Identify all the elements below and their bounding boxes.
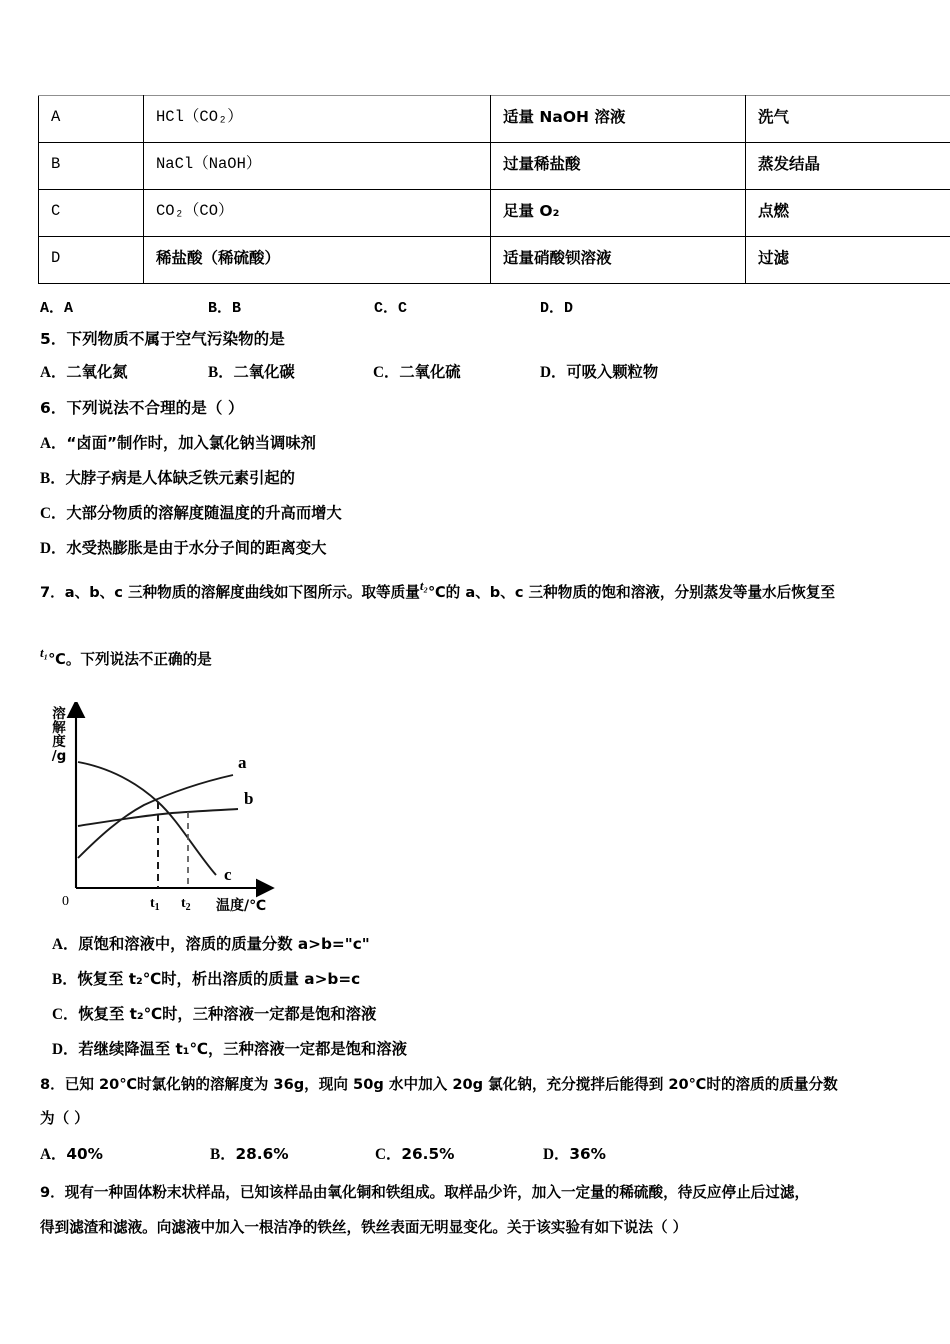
q6-option-d	[40, 536, 326, 558]
q6-option-a	[40, 431, 316, 453]
q5-option-c-label: C．	[373, 364, 400, 381]
q7-option-a-text: 原饱和溶液中，溶质的质量分数 a>b="c"	[78, 935, 370, 953]
chart-xtick-t1: $t_1$	[150, 896, 160, 913]
table-body	[39, 96, 950, 284]
q6-option-b	[40, 466, 295, 488]
q4-option-b-text: B	[232, 300, 242, 317]
chart-svg	[48, 702, 298, 917]
q5-option-c	[373, 360, 461, 382]
q7-option-c-text: 恢复至 t₂℃时，三种溶液一定都是饱和溶液	[78, 1005, 377, 1023]
question-8-stem-line2: 为（ ）	[40, 1110, 89, 1127]
chart-xtick-t2: $t_2$	[181, 896, 191, 913]
q7-option-a-label: A．	[52, 936, 79, 953]
q6-option-c-text: 大部分物质的溶解度随温度的升高而增大	[66, 504, 342, 522]
question-7-stem-part1: 7．a、b、c 三种物质的溶解度曲线如下图所示。取等质量	[40, 584, 420, 602]
y-axis-char-3: /g	[51, 747, 67, 764]
chart-x-axis-label: 温度/℃	[216, 898, 267, 914]
cell-reagent: 适量硝酸钡溶液	[491, 237, 746, 284]
chart-curve-a	[78, 775, 233, 858]
question-7-stem-line1	[40, 578, 835, 602]
q7-option-c-label: C．	[52, 1006, 79, 1023]
q6-option-a-text: “卤面”制作时，加入氯化钠当调味剂	[66, 434, 316, 452]
q5-option-d	[540, 360, 658, 382]
q6-option-b-label: B．	[40, 470, 66, 487]
question-8-stem-line1: 8．已知 20℃时氯化钠的溶解度为 36g，现向 50g 水中加入 20g 氯化钠，充分搅拌后能得到 20℃时的溶质的质量分数	[40, 1076, 838, 1093]
cell-reagent: 适量 NaOH 溶液	[491, 96, 746, 143]
q7-option-d	[52, 1037, 407, 1059]
cell-method: 过滤	[746, 237, 950, 284]
q5-option-d-text: 可吸入颗粒物	[566, 363, 659, 381]
question-9-stem-line1: 9．现有一种固体粉末状样品，已知该样品由氧化铜和铁组成。取样品少许，加入一定量的稀硫酸，待反应停止后过滤，	[40, 1184, 810, 1201]
q4-option-a-text: A	[64, 300, 74, 317]
question-5-stem: 5．下列物质不属于空气污染物的是	[40, 330, 285, 348]
q4-option-d-label: D．	[540, 300, 565, 317]
q7-option-d-text: 若继续降温至 t₁℃，三种溶液一定都是饱和溶液	[78, 1040, 407, 1058]
q4-option-a-label: A．	[40, 300, 65, 317]
q5-option-a-text: 二氧化氮	[66, 363, 128, 381]
chart-curve-c	[78, 762, 216, 875]
cell-option-key: B	[39, 143, 144, 190]
q5-option-a-label: A．	[40, 364, 67, 381]
cell-reagent: 过量稀盐酸	[491, 143, 746, 190]
q6-option-d-label: D．	[40, 540, 67, 557]
q4-option-b-label: B．	[208, 300, 233, 317]
cell-method: 蒸发结晶	[746, 143, 950, 190]
q8-option-b-label: B．	[210, 1146, 236, 1163]
q6-option-b-text: 大脖子病是人体缺乏铁元素引起的	[65, 469, 295, 487]
q4-option-d	[540, 296, 573, 317]
cell-substance: CO₂（CO）	[144, 190, 491, 237]
q7-option-b-label: B．	[52, 971, 78, 988]
question-7-temp-t2: t₂	[419, 578, 428, 593]
q5-option-d-label: D．	[540, 364, 567, 381]
question-7-temp-t1: t₁	[40, 645, 49, 660]
q8-option-d-text: 36%	[569, 1145, 606, 1163]
cell-method: 洗气	[746, 96, 950, 143]
q8-option-a-text: 40%	[66, 1145, 103, 1163]
q8-option-c-label: C．	[375, 1146, 402, 1163]
cell-option-key: C	[39, 190, 144, 237]
q8-option-c	[375, 1142, 454, 1164]
cell-substance: NaCl（NaOH）	[144, 143, 491, 190]
q7-option-b-text: 恢复至 t₂℃时，析出溶质的质量 a>b=c	[77, 970, 361, 988]
cell-option-key: A	[39, 96, 144, 143]
cell-reagent: 足量 O₂	[491, 190, 746, 237]
chart-origin-label: 0	[62, 894, 69, 909]
q7-option-b	[52, 967, 360, 989]
q4-option-b	[208, 296, 241, 317]
question-9-stem-line2: 得到滤渣和滤液。向滤液中加入一根洁净的铁丝，铁丝表面无明显变化。关于该实验有如下说法（ ）	[40, 1219, 688, 1236]
q8-option-a-label: A．	[40, 1146, 67, 1163]
q7-option-d-label: D．	[52, 1041, 79, 1058]
cell-method: 点燃	[746, 190, 950, 237]
cell-substance: 稀盐酸（稀硫酸）	[144, 237, 491, 284]
table-row	[39, 96, 950, 143]
q7-option-a	[52, 932, 370, 954]
q5-option-a	[40, 360, 128, 382]
chart-series-label-a: a	[238, 753, 247, 772]
q5-option-b-text: 二氧化碳	[233, 363, 295, 381]
q8-option-a	[40, 1142, 103, 1164]
y-axis-char-0: 溶	[52, 706, 66, 722]
table-row	[39, 190, 950, 237]
cell-option-key: D	[39, 237, 144, 284]
q8-option-d	[543, 1142, 606, 1164]
question-7-stem-line2	[40, 645, 212, 669]
chart-series-label-b: b	[244, 789, 254, 808]
question-7-stem-line2-text: ℃。下列说法不正确的是	[48, 651, 212, 669]
q8-option-b-text: 28.6%	[235, 1145, 289, 1163]
q6-option-a-label: A．	[40, 435, 67, 452]
solubility-curve-chart	[48, 702, 298, 917]
q5-option-c-text: 二氧化硫	[399, 363, 461, 381]
q4-option-d-text: D	[564, 300, 574, 317]
question-6-stem: 6．下列说法不合理的是（ ）	[40, 399, 244, 417]
q4-option-c-label: C．	[374, 300, 399, 317]
q6-option-c-label: C．	[40, 505, 67, 522]
y-axis-char-1: 解	[52, 719, 66, 736]
q4-option-c-text: C	[398, 300, 408, 317]
q8-option-c-text: 26.5%	[401, 1145, 455, 1163]
q5-option-b	[208, 360, 295, 382]
q4-option-c	[374, 296, 407, 317]
table-row	[39, 237, 950, 284]
table-row	[39, 143, 950, 190]
impurity-removal-table	[38, 95, 950, 284]
chart-series-label-c: c	[224, 865, 232, 884]
q6-option-d-text: 水受热膨胀是由于水分子间的距离变大	[66, 539, 327, 557]
chart-y-axis-label	[50, 708, 68, 764]
cell-substance: HCl（CO₂）	[144, 96, 491, 143]
q4-option-a	[40, 296, 73, 317]
question-7-stem-part2: ℃的 a、b、c 三种物质的饱和溶液，分别蒸发等量水后恢复至	[428, 584, 836, 602]
q7-option-c	[52, 1002, 376, 1024]
q8-option-d-label: D．	[543, 1146, 570, 1163]
q8-option-b	[210, 1142, 289, 1164]
q6-option-c	[40, 501, 342, 523]
y-axis-char-2: 度	[52, 733, 66, 750]
q5-option-b-label: B．	[208, 364, 234, 381]
